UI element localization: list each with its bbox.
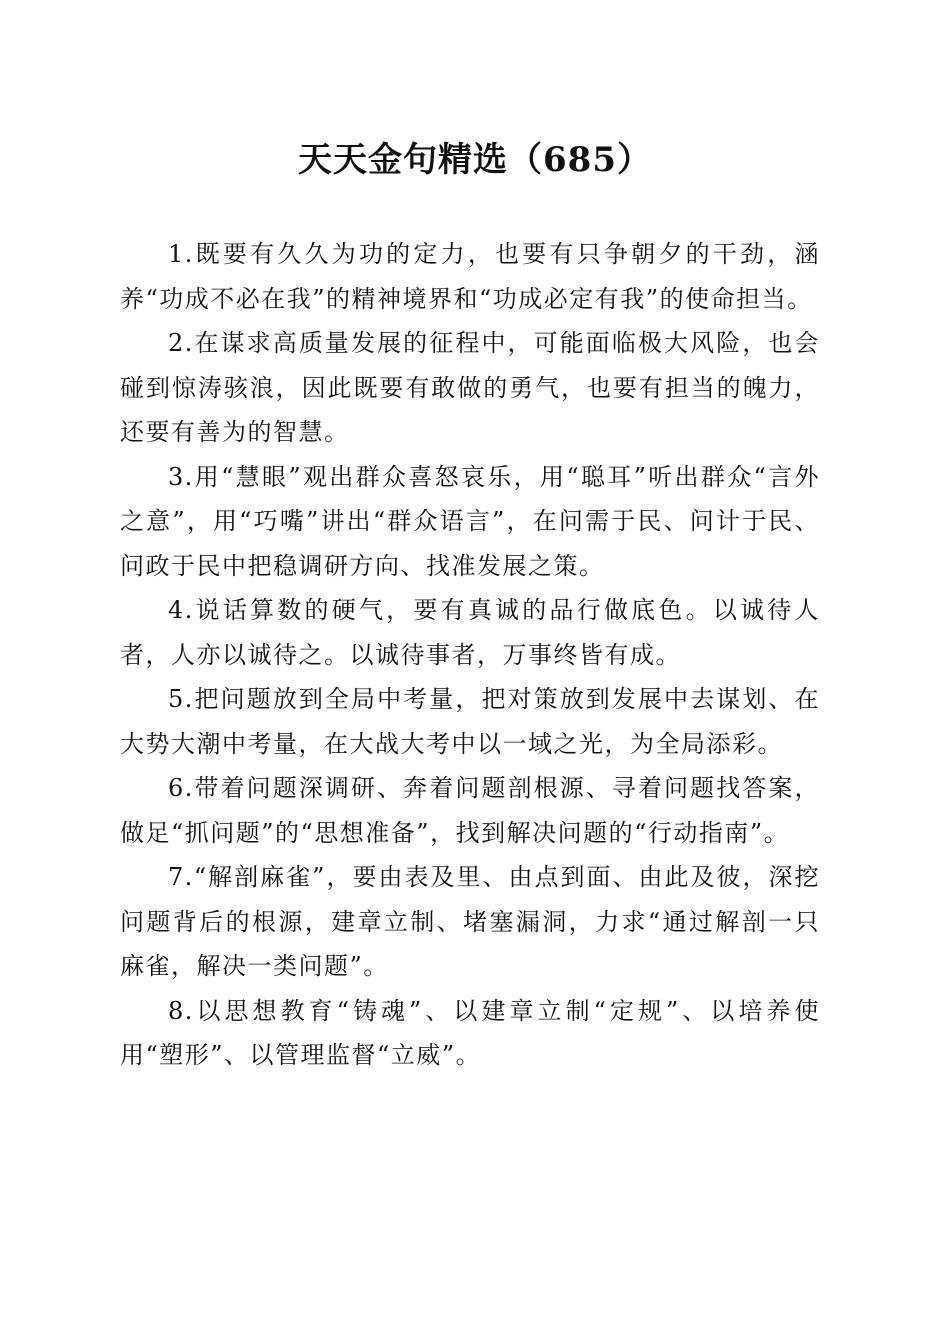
quote-paragraph-8: 8.以思想教育“铸魂”、以建章立制“定规”、以培养使用“塑形”、以管理监督“立威”。 bbox=[120, 996, 820, 1069]
quote-paragraph-4: 4.说话算数的硬气，要有真诚的品行做底色。以诚待人者，人亦以诚待之。以诚待事者，万事终皆有成。 bbox=[120, 596, 820, 669]
quote-paragraph-5: 5.把问题放到全局中考量，把对策放到发展中去谋划、在大势大潮中考量，在大战大考中以一域之光，为全局添彩。 bbox=[120, 685, 820, 758]
page-title: 天天金句精选（685） bbox=[298, 140, 652, 180]
quote-list bbox=[120, 232, 820, 1078]
quote-paragraph-6: 6.带着问题深调研、奔着问题剖根源、寻着问题找答案，做足“抓问题”的“思想准备”，找到解决问题的“行动指南”。 bbox=[120, 774, 820, 847]
quote-paragraph-3: 3.用“慧眼”观出群众喜怒哀乐，用“聪耳”听出群众“言外之意”，用“巧嘴”讲出“群众语言”，在问需于民、问计于民、问政于民中把稳调研方向、找准发展之策。 bbox=[120, 462, 820, 580]
quote-paragraph-1: 1.既要有久久为功的定力，也要有只争朝夕的干劲，涵养“功成不必在我”的精神境界和“功成必定有我”的使命担当。 bbox=[120, 240, 820, 313]
quote-paragraph-7: 7.“解剖麻雀”，要由表及里、由点到面、由此及彼，深挖问题背后的根源，建章立制、堵塞漏洞，力求“通过解剖一只麻雀，解决一类问题”。 bbox=[120, 863, 820, 980]
quote-paragraph-2: 2.在谋求高质量发展的征程中，可能面临极大风险，也会碰到惊涛骇浪，因此既要有敢做的勇气，也要有担当的魄力，还要有善为的智慧。 bbox=[120, 329, 820, 446]
